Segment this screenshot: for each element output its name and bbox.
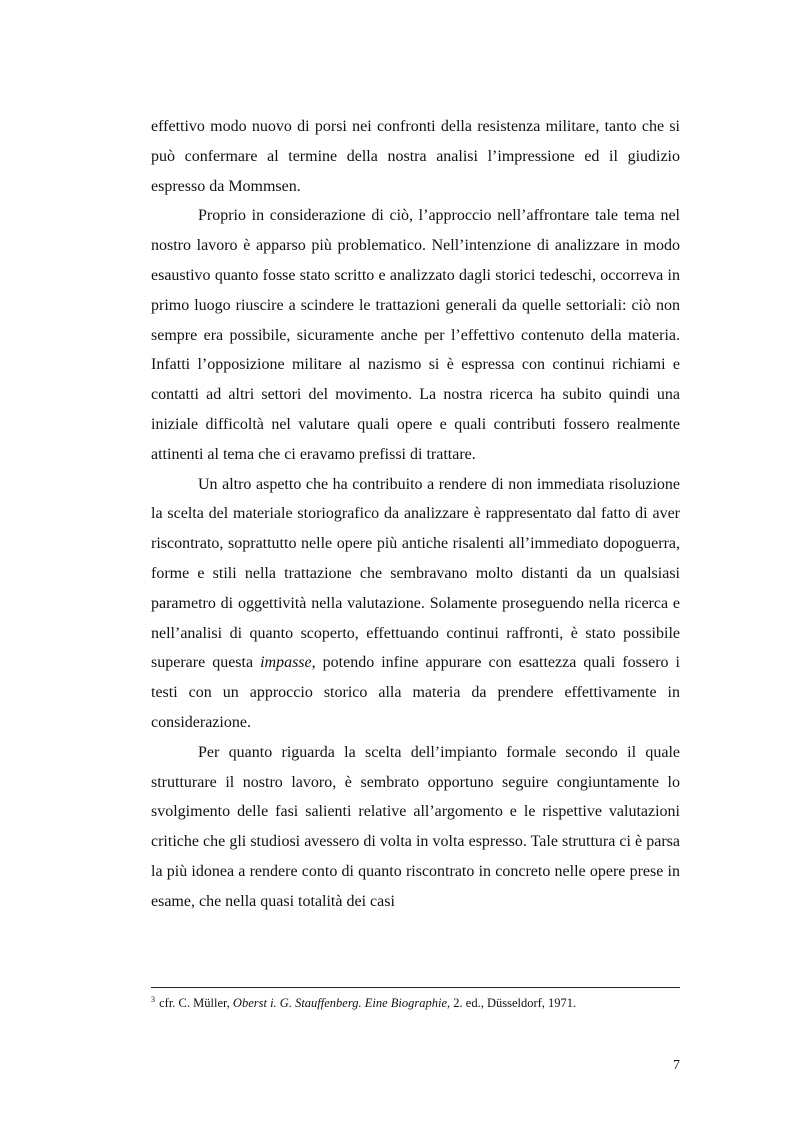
footnote-marker: 3 [151,995,155,1004]
footnote-prefix: cfr. C. Müller, [156,996,233,1010]
paragraph-2: Proprio in considerazione di ciò, l’approccio nell’affrontare tale tema nel nostro lavoro è apparso più problematico. Nell’intenzione di analizzare in modo esaustivo quanto fosse stato scritto e analizzato dagli storici tedeschi, occorreva in primo luogo riuscire a scindere le trattazioni generali da quelle settoriali: ciò non sempre era possibile, sicuramente anche per l’effettivo contenuto della materia. Infatti l’opposizione militare al nazismo si è espressa con continui richiami e contatti ad altri settori del movimento. La nostra ricerca ha subito quindi una iniziale difficoltà nel valutare quali opere e quali contributi fossero realmente attinenti al tema che ci eravamo prefissi di trattare. [151,207,680,463]
footnote-suffix: , 2. ed., Düsseldorf, 1971. [447,996,577,1010]
paragraph-1: effettivo modo nuovo di porsi nei confronti della resistenza militare, tanto che si può confermare al termine della nostra analisi l’impressione ed il giudizio espresso da Mommsen. [151,118,680,195]
paragraph-3 [151,470,680,738]
footnote [151,992,680,1011]
footnote-book-title: Oberst i. G. Stauffenberg. Eine Biographie [232,996,448,1010]
footnote-separator [151,987,680,988]
paragraph-4: Per quanto riguarda la scelta dell’impianto formale secondo il quale strutturare il nostro lavoro, è sembrato opportuno seguire congiuntamente lo svolgimento delle fasi salienti relative all’argomento e le rispettive valutazioni critiche che gli studiosi avessero di volta in volta espresso. Tale struttura ci è parsa la più idonea a rendere conto di quanto riscontrato in concreto nelle opere prese in esame, che nella quasi totalità dei casi [151,743,680,910]
body-text [151,112,680,917]
italic-term-impasse: impasse [260,654,312,672]
paragraph-3-text-before: Un altro aspetto che ha contribuito a rendere di non immediata risoluzione la scelta del materiale storiografico da analizzare è rappresentato dal fatto di aver riscontrato, soprattutto nelle opere più antiche risalenti all’immediato dopoguerra, forme e stili nella trattazione che sembravano molto distanti da un qualsiasi parametro di oggettività nella valutazione. Solamente proseguendo nella ricerca e nell’analisi di quanto scoperto, effettuando continui raffronti, è stato possibile superare questa [151,475,680,672]
page-number: 7 [673,1058,680,1073]
paragraph-3-text-after: , potendo infine appurare con esattezza quali fossero i testi con un approccio storico alla materia da prendere effettivamente in considerazione. [151,654,680,731]
